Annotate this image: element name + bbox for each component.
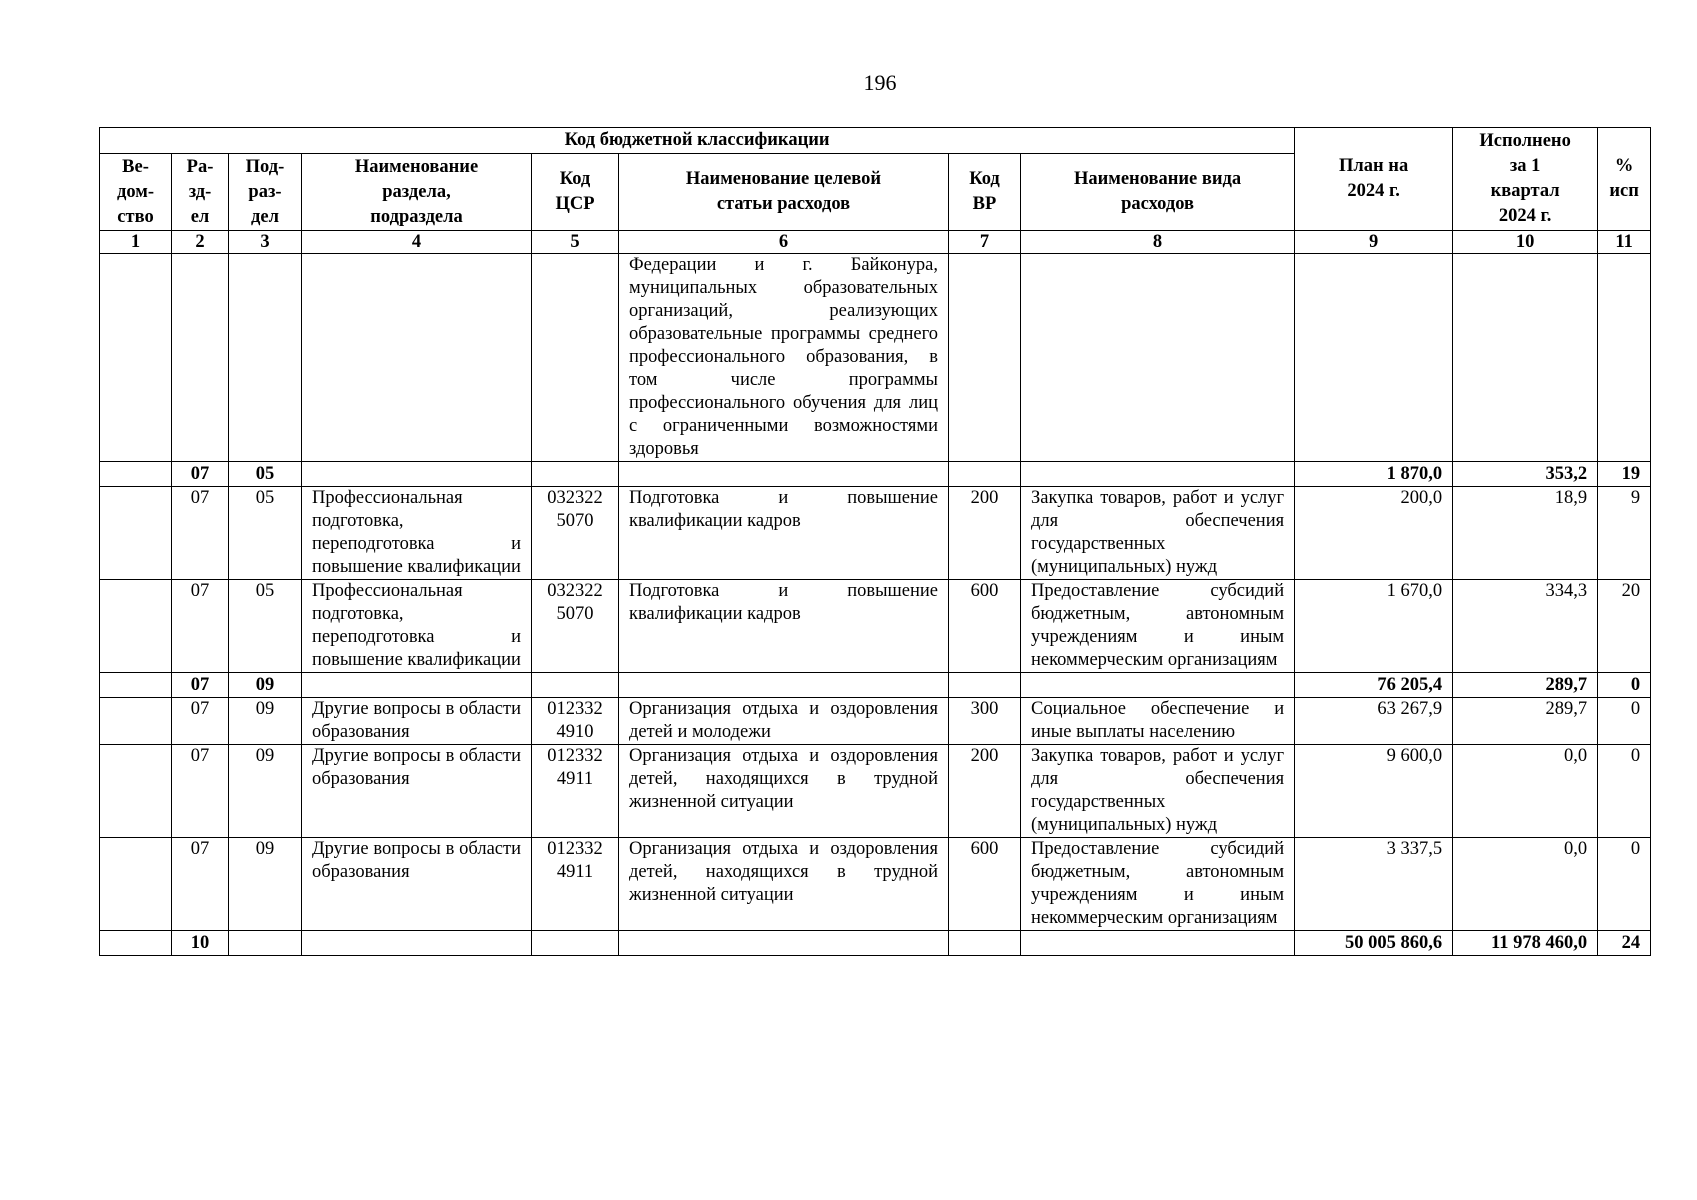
cell-razdel: 07: [172, 462, 229, 487]
cell-razdel-name: [302, 673, 532, 698]
cell-kod-vr: 200: [949, 487, 1021, 580]
cell-kod-vr: 200: [949, 745, 1021, 838]
cell-razdel-name: Другие вопросы в области образования: [302, 745, 532, 838]
cell-target-name: Организация отдыха и оздоровления детей и молодежи: [619, 698, 949, 745]
cell-razdel-name: Профессиональная подготовка, переподготовка и повышение квалификации: [302, 487, 532, 580]
column-number: 5: [532, 231, 619, 254]
cell-plan: 9 600,0: [1295, 745, 1453, 838]
cell-plan: 63 267,9: [1295, 698, 1453, 745]
cell-target-name: [619, 673, 949, 698]
table-body: [100, 254, 1651, 956]
cell-razdel: 07: [172, 745, 229, 838]
cell-razdel-name: Другие вопросы в области образования: [302, 698, 532, 745]
budget-table: [99, 127, 1651, 956]
header-plan: План на 2024 г.: [1295, 128, 1453, 231]
column-numbers-row: [100, 231, 1651, 254]
table-row: [100, 838, 1651, 931]
cell-kod-csr: [532, 254, 619, 462]
cell-expense-type: Закупка товаров, работ и услуг для обеспечения государственных (муниципальных) нужд: [1021, 745, 1295, 838]
cell-target-name: [619, 462, 949, 487]
cell-pct: 19: [1598, 462, 1651, 487]
cell-vedomstvo: [100, 698, 172, 745]
cell-kod-csr: [532, 462, 619, 487]
cell-target-name: Подготовка и повышение квалификации кадров: [619, 580, 949, 673]
cell-razdel: 10: [172, 931, 229, 956]
header-vedomstvo: Ве- дом- ство: [100, 154, 172, 231]
cell-executed: 11 978 460,0: [1453, 931, 1598, 956]
cell-pct: 0: [1598, 673, 1651, 698]
header-razdel: Ра- зд- ел: [172, 154, 229, 231]
cell-target-name: Организация отдыха и оздоровления детей, находящихся в трудной жизненной ситуации: [619, 838, 949, 931]
cell-expense-type: Предоставление субсидий бюджетным, автономным учреждениям и иным некоммерческим организациям: [1021, 580, 1295, 673]
cell-executed: 289,7: [1453, 673, 1598, 698]
cell-expense-type: [1021, 931, 1295, 956]
cell-vedomstvo: [100, 580, 172, 673]
cell-razdel-name: [302, 462, 532, 487]
cell-plan: 76 205,4: [1295, 673, 1453, 698]
cell-vedomstvo: [100, 487, 172, 580]
cell-plan: [1295, 254, 1453, 462]
table-row: [100, 254, 1651, 462]
column-number: 9: [1295, 231, 1453, 254]
column-number: 8: [1021, 231, 1295, 254]
cell-executed: [1453, 254, 1598, 462]
header-pct: % исп: [1598, 128, 1651, 231]
cell-executed: 353,2: [1453, 462, 1598, 487]
cell-expense-type: Предоставление субсидий бюджетным, автономным учреждениям и иным некоммерческим организациям: [1021, 838, 1295, 931]
column-number: 2: [172, 231, 229, 254]
cell-plan: 200,0: [1295, 487, 1453, 580]
header-expense-type: Наименование вида расходов: [1021, 154, 1295, 231]
cell-vedomstvo: [100, 673, 172, 698]
cell-target-name: Подготовка и повышение квалификации кадров: [619, 487, 949, 580]
cell-expense-type: Социальное обеспечение и иные выплаты населению: [1021, 698, 1295, 745]
column-number: 6: [619, 231, 949, 254]
cell-pct: 0: [1598, 745, 1651, 838]
cell-expense-type: [1021, 462, 1295, 487]
cell-razdel-name: [302, 254, 532, 462]
cell-podrazdel: [229, 254, 302, 462]
table-row: [100, 580, 1651, 673]
column-number: 7: [949, 231, 1021, 254]
table-row: [100, 745, 1651, 838]
cell-kod-csr: 012332 4910: [532, 698, 619, 745]
cell-target-name: Федерации и г. Байконура, муниципальных образовательных организаций, реализующих образовательные программы среднего профессионального образования, в том числе программы профессионального обучения для лиц с ограниченными возможностями здоровья: [619, 254, 949, 462]
header-target-name: Наименование целевой статьи расходов: [619, 154, 949, 231]
cell-razdel-name: [302, 931, 532, 956]
cell-kod-vr: [949, 931, 1021, 956]
cell-vedomstvo: [100, 931, 172, 956]
cell-vedomstvo: [100, 838, 172, 931]
header-executed: Исполнено за 1 квартал 2024 г.: [1453, 128, 1598, 231]
cell-podrazdel: 09: [229, 745, 302, 838]
table-row: [100, 487, 1651, 580]
cell-pct: 9: [1598, 487, 1651, 580]
cell-vedomstvo: [100, 745, 172, 838]
cell-vedomstvo: [100, 462, 172, 487]
cell-vedomstvo: [100, 254, 172, 462]
cell-target-name: Организация отдыха и оздоровления детей, находящихся в трудной жизненной ситуации: [619, 745, 949, 838]
cell-plan: 50 005 860,6: [1295, 931, 1453, 956]
cell-razdel-name: Профессиональная подготовка, переподготовка и повышение квалификации: [302, 580, 532, 673]
cell-kod-vr: [949, 462, 1021, 487]
subtotal-row: [100, 931, 1651, 956]
cell-executed: 334,3: [1453, 580, 1598, 673]
page-number: 196: [863, 70, 897, 95]
cell-pct: 0: [1598, 698, 1651, 745]
cell-plan: 3 337,5: [1295, 838, 1453, 931]
cell-razdel: 07: [172, 673, 229, 698]
column-number: 1: [100, 231, 172, 254]
subtotal-row: [100, 673, 1651, 698]
cell-executed: 289,7: [1453, 698, 1598, 745]
cell-expense-type: Закупка товаров, работ и услуг для обеспечения государственных (муниципальных) нужд: [1021, 487, 1295, 580]
column-number: 3: [229, 231, 302, 254]
cell-podrazdel: [229, 931, 302, 956]
cell-expense-type: [1021, 254, 1295, 462]
column-number: 11: [1598, 231, 1651, 254]
cell-podrazdel: 09: [229, 673, 302, 698]
group-header: Код бюджетной классификации: [100, 128, 1295, 154]
cell-podrazdel: 09: [229, 698, 302, 745]
header-podrazdel: Под- раз- дел: [229, 154, 302, 231]
cell-expense-type: [1021, 673, 1295, 698]
cell-podrazdel: 05: [229, 462, 302, 487]
cell-podrazdel: 05: [229, 580, 302, 673]
cell-kod-vr: 600: [949, 838, 1021, 931]
column-number: 10: [1453, 231, 1598, 254]
cell-plan: 1 670,0: [1295, 580, 1453, 673]
cell-executed: 18,9: [1453, 487, 1598, 580]
cell-kod-vr: [949, 673, 1021, 698]
table-row: [100, 698, 1651, 745]
cell-razdel: 07: [172, 698, 229, 745]
cell-kod-vr: [949, 254, 1021, 462]
header-kod-vr: Код ВР: [949, 154, 1021, 231]
cell-podrazdel: 05: [229, 487, 302, 580]
cell-kod-csr: 032322 5070: [532, 580, 619, 673]
header-kod-csr: Код ЦСР: [532, 154, 619, 231]
column-number: 4: [302, 231, 532, 254]
cell-razdel: 07: [172, 487, 229, 580]
cell-kod-csr: 012332 4911: [532, 745, 619, 838]
cell-kod-vr: 600: [949, 580, 1021, 673]
cell-executed: 0,0: [1453, 745, 1598, 838]
header-razdel-name: Наименование раздела, подраздела: [302, 154, 532, 231]
cell-target-name: [619, 931, 949, 956]
cell-razdel: 07: [172, 838, 229, 931]
cell-kod-csr: 032322 5070: [532, 487, 619, 580]
cell-podrazdel: 09: [229, 838, 302, 931]
cell-pct: [1598, 254, 1651, 462]
cell-kod-csr: 012332 4911: [532, 838, 619, 931]
cell-pct: 20: [1598, 580, 1651, 673]
cell-plan: 1 870,0: [1295, 462, 1453, 487]
subtotal-row: [100, 462, 1651, 487]
cell-kod-csr: [532, 673, 619, 698]
cell-executed: 0,0: [1453, 838, 1598, 931]
cell-kod-csr: [532, 931, 619, 956]
cell-pct: 24: [1598, 931, 1651, 956]
cell-razdel: 07: [172, 580, 229, 673]
cell-razdel: [172, 254, 229, 462]
cell-pct: 0: [1598, 838, 1651, 931]
cell-razdel-name: Другие вопросы в области образования: [302, 838, 532, 931]
cell-kod-vr: 300: [949, 698, 1021, 745]
